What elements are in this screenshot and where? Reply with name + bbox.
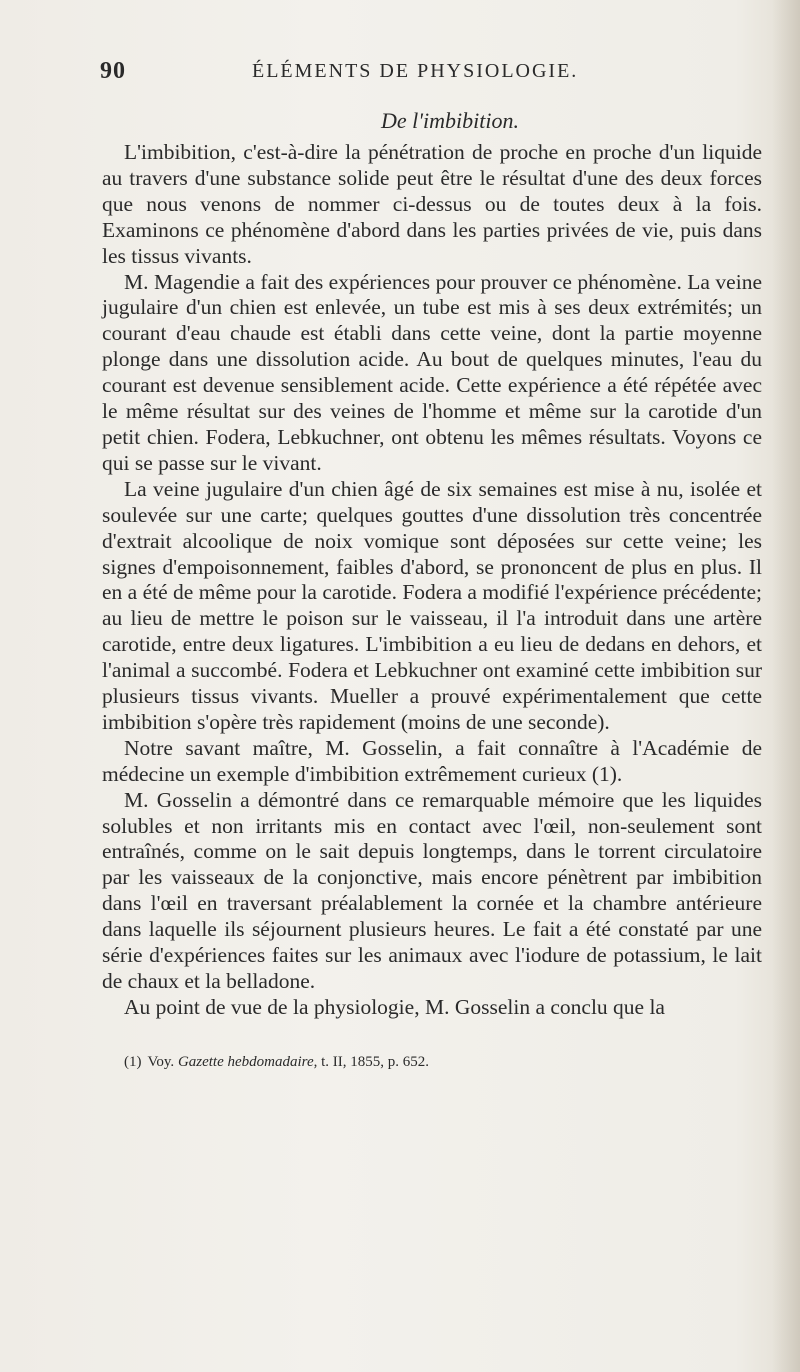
- paragraph-4: Notre savant maître, M. Gosselin, a fait connaître à l'Académie de médecine un exemple d'imbibition extrêmement curieux (1).: [102, 735, 762, 786]
- footnote-journal: Gazette hebdomadaire: [177, 1054, 314, 1070]
- paragraph-1: L'imbibition, c'est-à-dire la pénétration de proche en proche d'un liquide au travers d'une substance solide peut être le résultat d'une des deux forces que nous venons de nommer ci-dessus ou de toutes deux à la fois. Examinons ce phénomène d'abord dans les parties privées de vie, puis dans les tissus vivants.: [102, 140, 762, 268]
- page-number: 90: [100, 58, 126, 84]
- footnote-reference: , t. II, 1855, p. 652.: [313, 1054, 430, 1070]
- paragraph-3: La veine jugulaire d'un chien âgé de six semaines est mise à nu, isolée et soulevée sur une carte; quelques gouttes d'une dissolution très concentrée d'extrait alcoolique de noix vomique sont déposées sur cette veine; les signes d'empoisonnement, faibles d'abord, se prononcent de plus en plus. Il en a été de même pour la carotide. Fodera a modifié l'expérience précédente; au lieu de mettre le poison sur le vaisseau, il l'a introduit dans une artère carotide, entre deux ligatures. L'imbibition a eu lieu de dedans en dehors, et l'animal a succombé. Fodera et Lebkuchner ont examiné cette imbibition sur plusieurs tissus vivants. Mueller a prouvé expérimentalement que cette imbibition s'opère très rapidement (moins de une seconde).: [102, 476, 762, 734]
- body-text: [102, 140, 762, 1021]
- footnote: [124, 1052, 764, 1072]
- footnote-marker: (1): [124, 1054, 142, 1070]
- page-edge-shadow: [772, 0, 800, 1372]
- section-title: De l'imbibition.: [381, 108, 519, 133]
- footnote-prefix: Voy.: [147, 1054, 175, 1070]
- running-head: [100, 58, 740, 92]
- paragraph-2: M. Magendie a fait des expériences pour prouver ce phénomène. La veine jugulaire d'un chien est enlevée, un tube est mis à ses deux extrémités; un courant d'eau chaude est établi dans cette veine, dont la partie moyenne plonge dans une dissolution acide. Au bout de quelques minutes, l'eau du courant est devenue sensiblement acide. Cette expérience a été répétée avec le même résultat sur des veines de l'homme et même sur la carotide d'un petit chien. Fodera, Lebkuchner, ont obtenu les mêmes résultats. Voyons ce qui se passe sur le vivant.: [102, 269, 762, 475]
- paragraph-5: M. Gosselin a démontré dans ce remarquable mémoire que les liquides solubles et non irritants mis en contact avec l'œil, non-seulement sont entraînés, comme on le sait depuis longtemps, dans le torrent circulatoire par les vaisseaux de la conjonctive, mais encore pénètrent par imbibition dans l'œil en traversant préalablement la cornée et la chambre antérieure dans laquelle ils séjournent plusieurs heures. Le fait a été constaté par une série d'expériences faites sur les animaux avec l'iodure de potassium, le lait de chaux et la belladone.: [102, 787, 762, 993]
- paragraph-6: Au point de vue de la physiologie, M. Gosselin a conclu que la: [124, 994, 665, 1019]
- running-title: ÉLÉMENTS DE PHYSIOLOGIE.: [252, 60, 579, 82]
